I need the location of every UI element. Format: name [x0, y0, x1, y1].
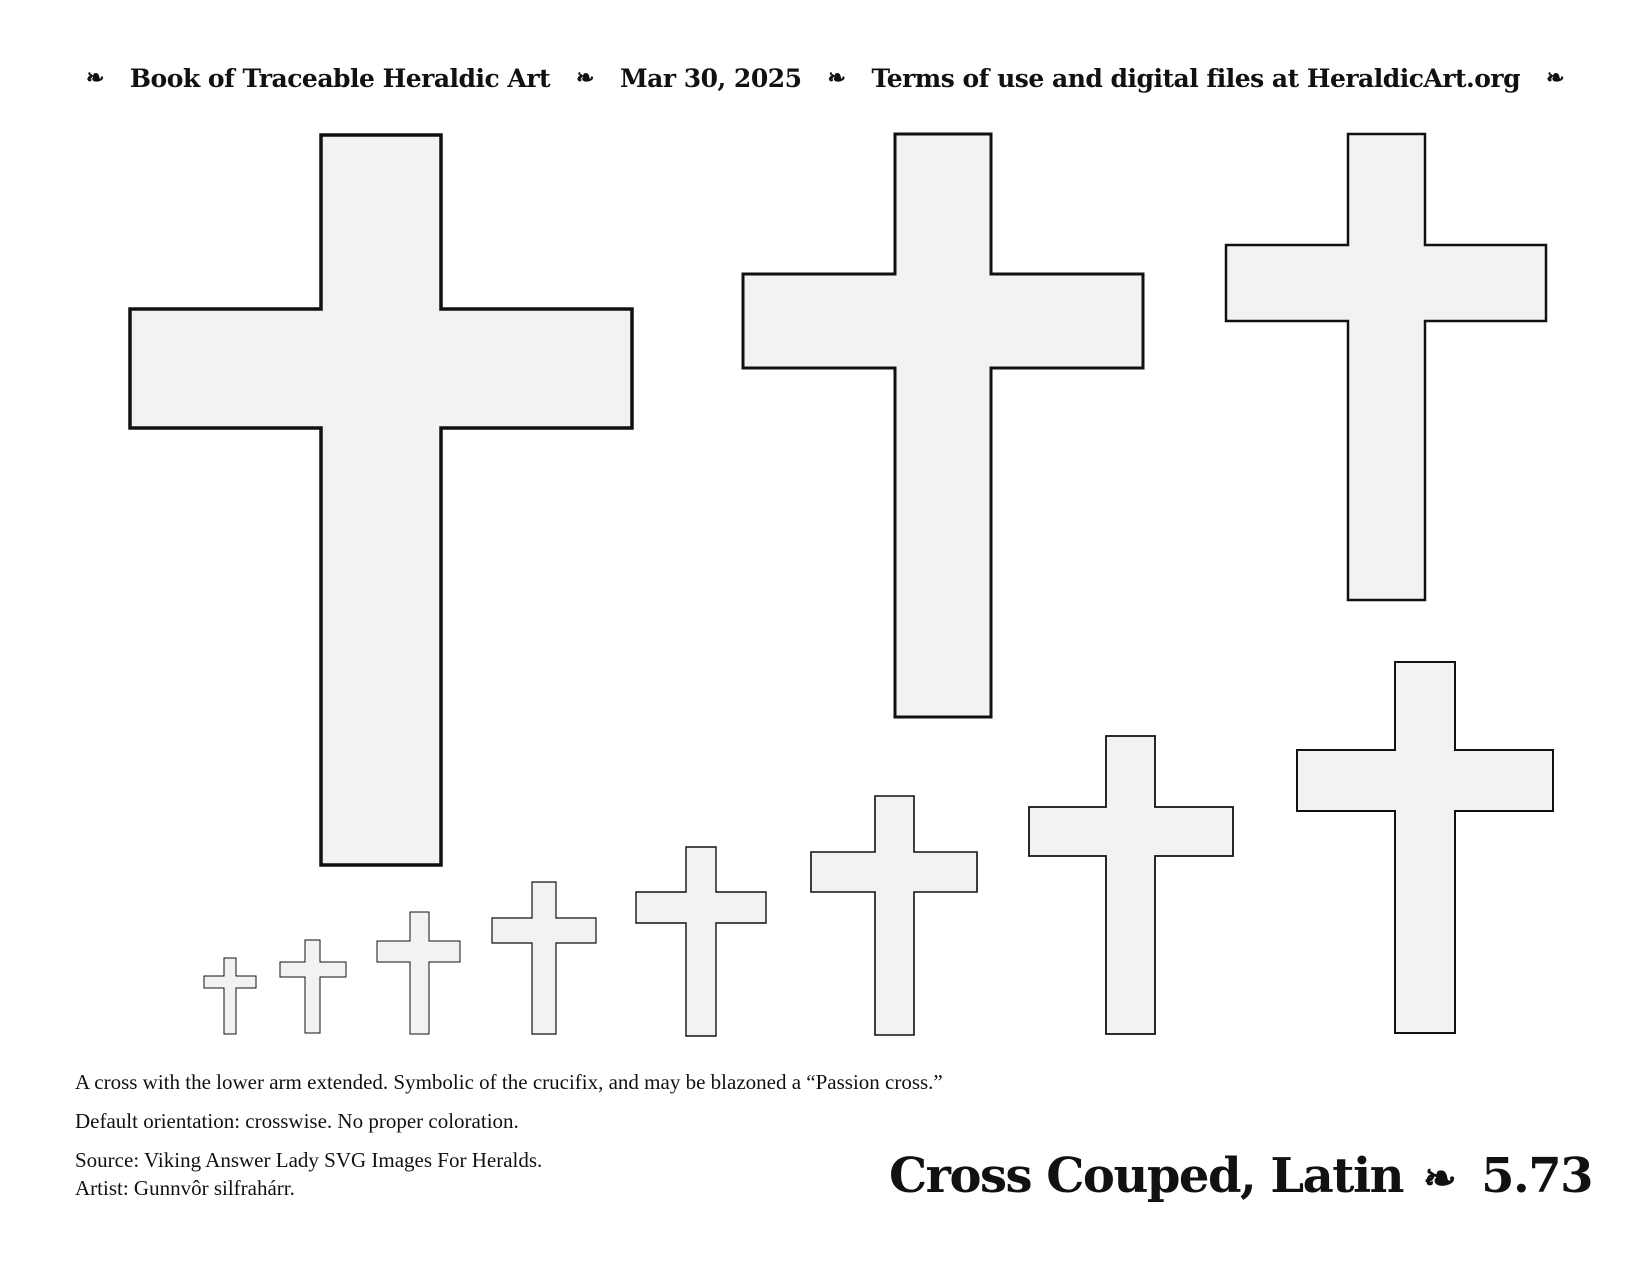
fleuron-icon: ❧: [85, 65, 104, 91]
publication-date: Mar 30, 2025: [619, 63, 802, 93]
cross-figure-medium: [743, 134, 1143, 717]
fleuron-icon: ❧: [1423, 1155, 1456, 1202]
book-title: Book of Traceable Heraldic Art: [129, 63, 551, 93]
artist-credit: Artist: Gunnvôr silfrahárr.: [75, 1176, 295, 1200]
terms-link-text: Terms of use and digital files at HeraldicArt.org: [871, 63, 1521, 93]
cross-figure-upper-right: [1226, 134, 1546, 600]
page-title: [889, 1148, 1592, 1218]
source-credit: Source: Viking Answer Lady SVG Images For Heralds.: [75, 1148, 543, 1172]
fleuron-icon: ❧: [827, 65, 846, 91]
cross-figure-small-5: [636, 847, 766, 1036]
description-line: A cross with the lower arm extended. Symbolic of the crucifix, and may be blazoned a “Passion cross.”: [75, 1070, 943, 1094]
orientation-note: Default orientation: crosswise. No proper coloration.: [75, 1109, 519, 1133]
cross-figure-small-4: [492, 882, 596, 1034]
fleuron-icon: ❧: [576, 65, 594, 91]
cross-figure-large: [130, 135, 632, 865]
cross-figure-small-7: [1029, 736, 1233, 1034]
cross-figure-small-6: [811, 796, 977, 1035]
cross-figure-small-3: [377, 912, 460, 1034]
cross-figure-small-1: [204, 958, 256, 1034]
cross-figure-small-8: [1297, 662, 1553, 1033]
fleuron-icon: ❧: [1546, 65, 1565, 91]
charge-name: Cross Couped, Latin: [888, 1148, 1404, 1204]
cross-figure-small-2: [280, 940, 346, 1033]
plate-number: 5.73: [1481, 1148, 1592, 1204]
